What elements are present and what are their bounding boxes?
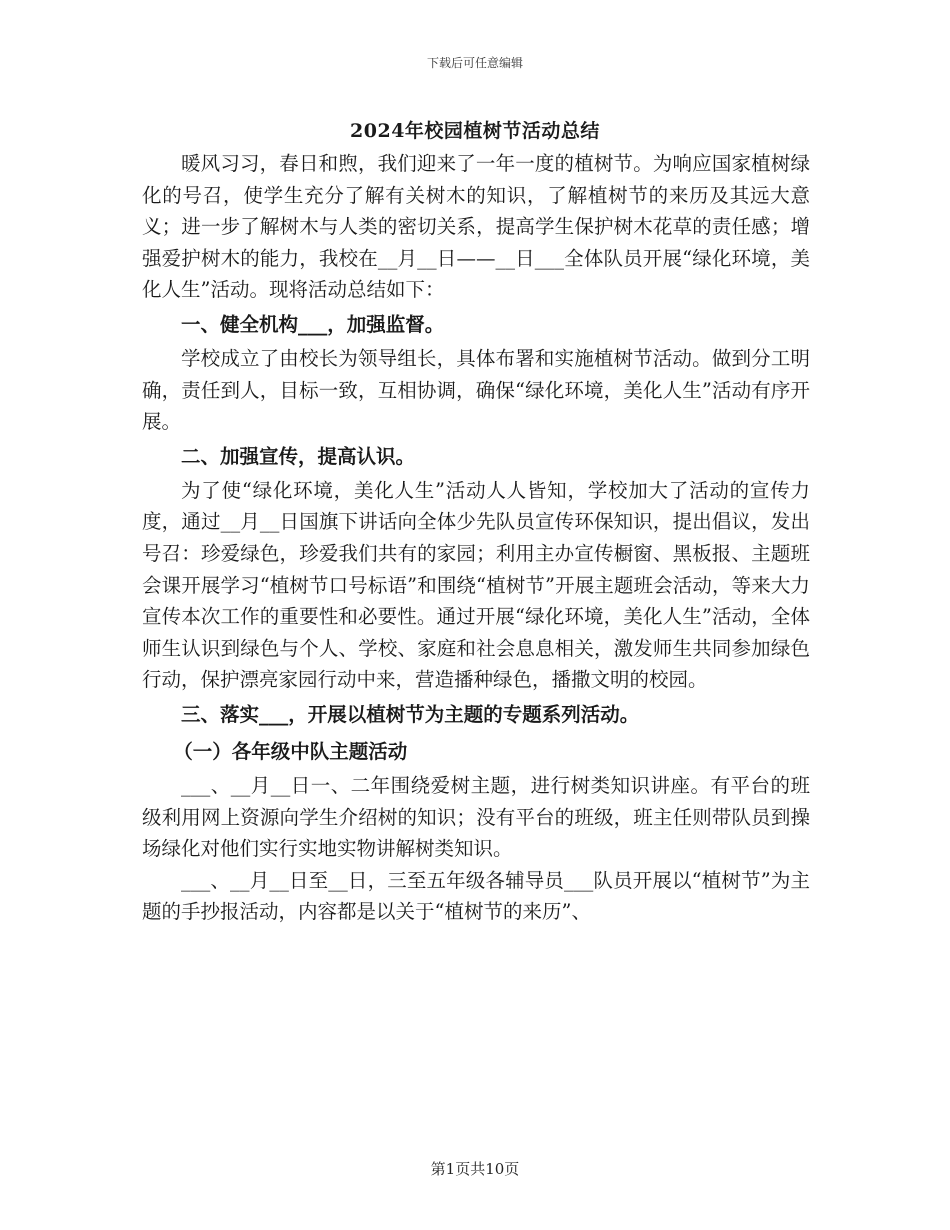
header-note: 下载后可任意编辑 [426,56,523,70]
section-1-heading: 一、健全机构___，加强监督。 [181,312,445,336]
section-3-heading: 三、落实___，开展以植树节为主题的专题系列活动。 [181,702,640,726]
document-title: 2024年校园植树节活动总结 [350,120,600,142]
section-1-paragraph: 学校成立了由校长为领导组长，具体布署和实施植树节活动。做到分工明确，责任到人，目标一致，互相协调，确保“绿化环境，美化人生”活动有序开展。 [142,346,810,434]
intro-paragraph: 暖风习习，春日和煦，我们迎来了一年一度的植树节。为响应国家植树绿化的号召，使学生充分了解有关树木的知识，了解植树节的来历及其远大意义；进一步了解树木与人类的密切关系，提高学生保护树木花草的责任感；增强爱护树木的能力，我校在__月__日——__日___全体队员开展“绿化环境，美化人生”活动。现将活动总结如下： [142,152,810,302]
page-number-footer: 第1页共10页 [430,1160,520,1178]
subsection-1-heading: （一）各年级中队主题活动 [173,739,408,763]
subsection-1-paragraph-2: ___、__月__日至__日，三至五年级各辅导员___队员开展以“植树节”为主题的手抄报活动，内容都是以关于“植树节的来历”、 [142,868,810,924]
subsection-1-paragraph-1: ___、__月__日一、二年围绕爱树主题，进行树类知识讲座。有平台的班级利用网上资源向学生介绍树的知识；没有平台的班级，班主任则带队员到操场绿化对他们实行实地实物讲解树类知识。 [142,773,810,861]
document-body [142,148,810,928]
section-2-paragraph: 为了使“绿化环境，美化人生”活动人人皆知，学校加大了活动的宣传力度，通过__月__日国旗下讲话向全体少先队员宣传环保知识，提出倡议，发出号召：珍爱绿色，珍爱我们共有的家园；利用主办宣传橱窗、黑板报、主题班会课开展学习“植树节口号标语”和围绕“植树节”开展主题班会活动，等来大力宣传本次工作的重要性和必要性。通过开展“绿化环境，美化人生”活动，全体师生认识到绿色与个人、学校、家庭和社会息息相关，激发师生共同参加绿色行动，保护漂亮家园行动中来，营造播种绿色，播撒文明的校园。 [142,478,810,692]
section-2-heading: 二、加强宣传，提高认识。 [181,444,416,468]
